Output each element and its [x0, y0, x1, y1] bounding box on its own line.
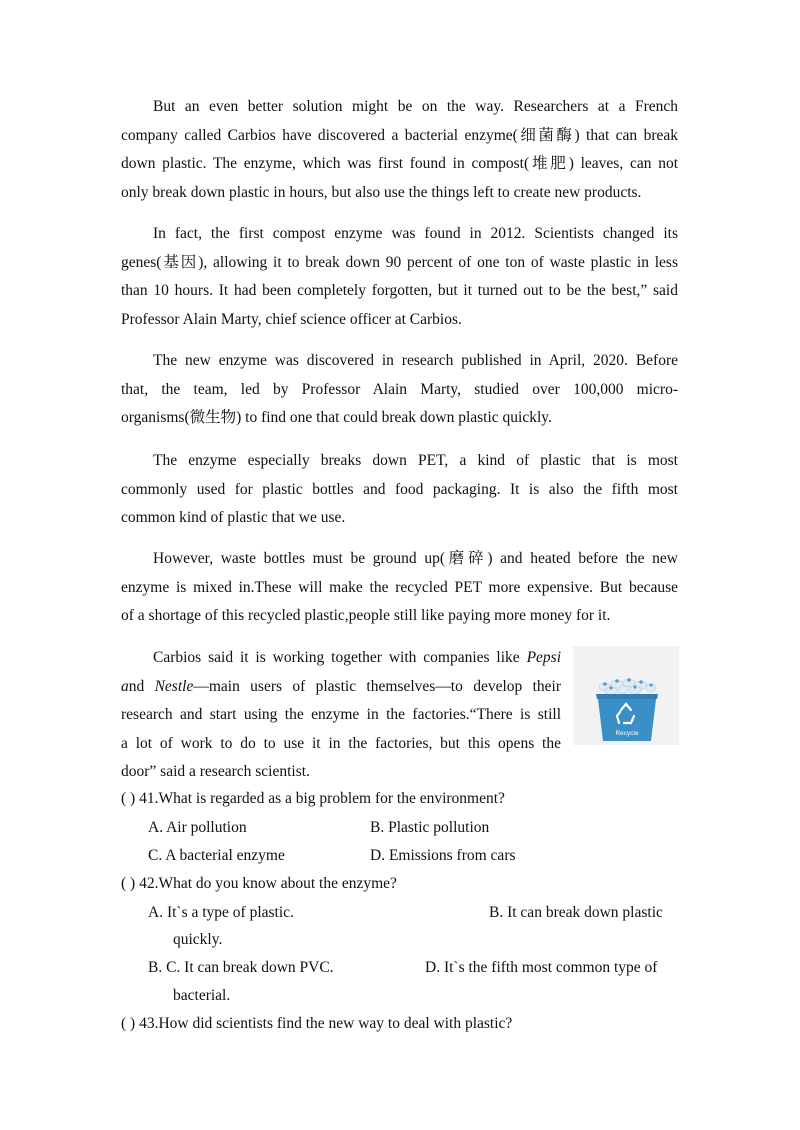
- paragraph-2: [121, 220, 678, 334]
- recycle-bin-icon: [573, 646, 679, 745]
- p6-italic-a: a: [121, 677, 129, 695]
- p2-line-3: than 10 hours. It had been completely forgotten, but it turned out to be the best,” said: [121, 282, 678, 299]
- p5-line-3: of a shortage of this recycled plastic,people still like paying more money for it.: [121, 607, 611, 624]
- p5-line-2: enzyme is mixed in.These will make the recycled PET more expensive. But because: [121, 578, 678, 596]
- q42-option-a: A. It`s a type of plastic.: [148, 904, 294, 921]
- question-43: ( ) 43.How did scientists find the new way to deal with plastic?: [121, 1015, 513, 1032]
- q42-option-b: B. It can break down plastic: [489, 904, 663, 921]
- question-41: ( ) 41.What is regarded as a big problem for the environment?: [121, 790, 505, 807]
- q41-option-a: A. Air pollution: [148, 819, 247, 836]
- p6-line-2-and: nd: [128, 677, 155, 695]
- p3-line-1: The new enzyme was discovered in research published in April, 2020. Before: [153, 352, 678, 369]
- paragraph-6: [121, 644, 561, 787]
- p2-line-2: genes(基因), allowing it to break down 90 percent of one ton of waste plastic in less: [121, 253, 678, 271]
- paragraph-4: [121, 447, 678, 533]
- question-42: ( ) 42.What do you know about the enzyme?: [121, 875, 397, 892]
- q41-option-c: C. A bacterial enzyme: [148, 847, 285, 864]
- brand-pepsi: Pepsi: [526, 649, 561, 666]
- q41-option-b: B. Plastic pollution: [370, 819, 490, 836]
- p2-line-4: Professor Alain Marty, chief science officer at Carbios.: [121, 310, 462, 328]
- q42-option-d: D. It`s the fifth most common type of: [425, 959, 658, 976]
- p6-line-5: door” said a research scientist.: [121, 763, 310, 780]
- p6-line-2-text: —main users of plastic themselves—to develop their: [193, 677, 561, 695]
- p6-line-4: a lot of work to do to use it in the factories, but this opens the: [121, 734, 561, 752]
- p1-line-1: But an even better solution might be on the way. Researchers at a French: [153, 98, 678, 115]
- p6-line-3: research and start using the enzyme in the factories.“There is still: [121, 706, 561, 723]
- paragraph-5: [121, 545, 678, 631]
- p2-line-1: In fact, the first compost enzyme was found in 2012. Scientists changed its: [153, 225, 678, 242]
- p1-line-4: only break down plastic in hours, but also use the things left to create new products.: [121, 183, 642, 201]
- brand-nestle: Nestle: [154, 677, 194, 695]
- p3-line-2: that, the team, led by Professor Alain Marty, studied over 100,000 micro-: [121, 380, 678, 398]
- p6-line-1-text: Carbios said it is working together with companies like: [153, 649, 527, 666]
- q42-option-c: B. C. It can break down PVC.: [148, 959, 334, 976]
- p3-line-3: organisms(微生物) to find one that could break down plastic quickly.: [121, 409, 552, 426]
- p4-line-1: The enzyme especially breaks down PET, a kind of plastic that is most: [153, 452, 678, 469]
- recycle-bin-image: [573, 646, 679, 745]
- paragraph-1: [121, 93, 678, 207]
- p1-line-2: company called Carbios have discovered a bacterial enzyme(细菌酶) that can break: [121, 126, 678, 144]
- paragraph-3: [121, 347, 678, 433]
- p4-line-2: commonly used for plastic bottles and food packaging. It is also the fifth most: [121, 480, 678, 498]
- q42-option-d-cont: bacterial.: [173, 987, 231, 1004]
- q41-option-d: D. Emissions from cars: [370, 847, 516, 864]
- p4-line-3: common kind of plastic that we use.: [121, 509, 346, 526]
- q42-option-b-cont: quickly.: [173, 931, 223, 948]
- recycle-label: Recycle: [615, 730, 639, 737]
- p1-line-3: down plastic. The enzyme, which was first found in compost(堆肥) leaves, can not: [121, 155, 678, 172]
- p5-line-1: However, waste bottles must be ground up(磨碎) and heated before the new: [153, 550, 678, 567]
